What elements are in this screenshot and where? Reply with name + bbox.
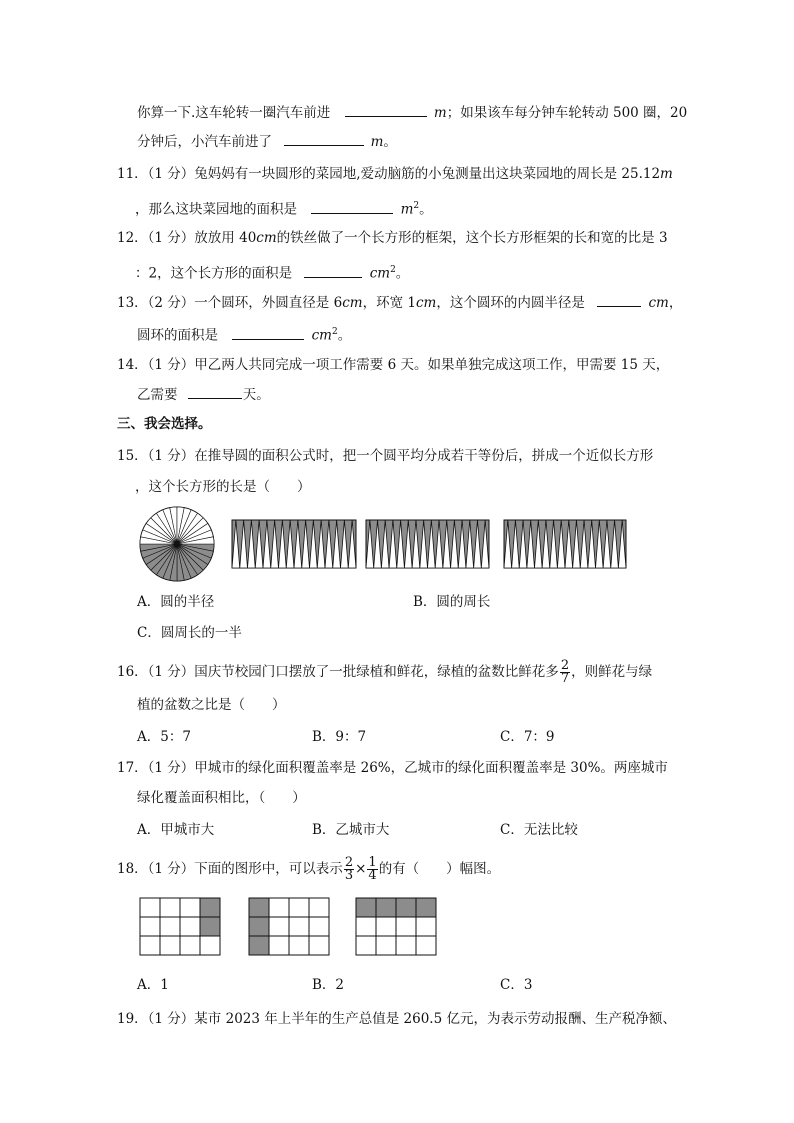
q16-option-b: B．9：7 [312, 729, 367, 745]
q16-option-c: C．7：9 [500, 729, 555, 745]
grid-cell [249, 936, 269, 955]
grid-figures [139, 897, 439, 957]
q15-option-a: A．圆的半径 [137, 594, 215, 610]
circle-rectangle-figure [137, 506, 631, 582]
grid-cell [289, 917, 309, 936]
q11-line1: 11．（1 分）兔妈妈有一块圆形的菜园地,爱动脑筋的小兔测量出这块菜园地的周长是 25.12m [117, 166, 673, 182]
grid-cell [356, 936, 376, 955]
grid-cell [416, 917, 436, 936]
grid-cell [269, 936, 289, 955]
answer-blank [284, 131, 364, 146]
sawtooth-rectangle-1 [232, 520, 356, 568]
answer-blank [188, 384, 242, 399]
grid-cell [269, 917, 289, 936]
grid-cell [200, 917, 220, 936]
q15-option-c: C．圆周长的一半 [137, 625, 242, 641]
grid-figure-3 [356, 898, 436, 955]
sawtooth-rectangle-2 [366, 520, 489, 568]
section-title: 三、我会选择。 [117, 416, 212, 432]
grid-cell [289, 898, 309, 917]
q17-option-a: A．甲城市大 [137, 822, 215, 838]
grid-cell [376, 936, 396, 955]
q16-line1: 16．（1 分）国庆节校园门口摆放了一批绿植和鲜花，绿植的盆数比鲜花多 $\frac{2}{7}$ ，则鲜花与绿 [117, 658, 653, 686]
q11-line2: ，那么这块菜园地的面积是 $m^2$。 [135, 196, 433, 220]
grid-cell [416, 936, 436, 955]
grid-cell [140, 898, 160, 917]
answer-blank [345, 102, 427, 117]
q15-line2: ，这个长方形的长是（ ） [135, 479, 311, 495]
q17-line2: 绿化覆盖面积相比，（ ） [137, 790, 306, 806]
grid-cell [160, 898, 180, 917]
grid-cell [160, 936, 180, 955]
q14-line2: 乙需要 天。 [137, 384, 270, 405]
grid-cell [180, 936, 200, 955]
grid-cell [269, 898, 289, 917]
grid-figure-1 [140, 898, 220, 955]
q15-line1: 15．（1 分）在推导圆的面积公式时，把一个圆平均分成若干等份后，拼成一个近似长方形 [117, 448, 654, 464]
q18-option-a: A．1 [137, 977, 169, 993]
grid-cell [289, 936, 309, 955]
q18-option-c: C．3 [500, 977, 533, 993]
grid-cell [309, 936, 329, 955]
grid-cell [200, 898, 220, 917]
q15-option-b: B．圆的周长 [413, 594, 491, 610]
grid-cell [200, 936, 220, 955]
q18-line1: 18．（1 分）下面的图形中，可以表示 $\frac{2}{3}$ × $\frac{1}{4}$ 的有（ ）幅图。 [117, 855, 501, 883]
grid-cell [396, 898, 416, 917]
q17-line1: 17．（1 分）甲城市的绿化面积覆盖率是 26%，乙城市的绿化面积覆盖率是 30%。两座城市 [117, 760, 668, 776]
grid-figure-2 [249, 898, 329, 955]
grid-cell [249, 917, 269, 936]
grid-cell [356, 917, 376, 936]
grid-cell [180, 898, 200, 917]
grid-cell [376, 898, 396, 917]
q13-line2: 圆环的面积是 $cm^2$。 [137, 322, 351, 346]
q10-line1: 你算一下.这车轮转一圈汽车前进 m；如果该车每分钟车轮转动 500 圈，20 [137, 102, 687, 123]
grid-cell [356, 898, 376, 917]
grid-cell [309, 917, 329, 936]
q13-line1: 13．（2 分）一个圆环，外圆直径是 6cm，环宽 1cm，这个圆环的内圆半径是 cm， [117, 292, 682, 313]
sawtooth-rectangle-3 [504, 520, 626, 568]
grid-cell [180, 917, 200, 936]
fraction: $\frac{2}{7}$ [560, 658, 570, 686]
q17-option-c: C．无法比较 [500, 822, 578, 838]
answer-blank [597, 292, 641, 307]
grid-cell [309, 898, 329, 917]
q17-option-b: B．乙城市大 [312, 822, 390, 838]
q10-line2: 分钟后，小汽车前进了 m。 [137, 131, 397, 152]
grid-cell [396, 917, 416, 936]
grid-cell [249, 898, 269, 917]
grid-cell [376, 917, 396, 936]
grid-cell [416, 898, 436, 917]
q14-line1: 14．（1 分）甲乙两人共同完成一项工作需要 6 天。如果单独完成这项工作，甲需要 15 天， [117, 357, 670, 373]
q16-option-a: A．5：7 [137, 729, 191, 745]
q18-option-b: B．2 [312, 977, 345, 993]
grid-cell [140, 936, 160, 955]
grid-cell [396, 936, 416, 955]
q19-line1: 19．（1 分）某市 2023 年上半年的生产总值是 260.5 亿元，为表示劳动报酬、生产税净额、 [117, 1011, 676, 1027]
grid-cell [160, 917, 180, 936]
q12-line2: ：2，这个长方形的面积是 $cm^2$。 [135, 260, 409, 284]
q12-line1: 12．（1 分）放放用 40cm的铁丝做了一个长方形的框架，这个长方形框架的长和宽的比是 3 [117, 230, 668, 246]
answer-blank [311, 199, 393, 214]
q16-line2: 植的盆数之比是（ ） [137, 697, 286, 713]
answer-blank [232, 325, 304, 340]
answer-blank [304, 263, 362, 278]
grid-cell [140, 917, 160, 936]
circle-sectors [140, 507, 214, 581]
fraction: $\frac{2}{3}$ [344, 855, 354, 883]
fraction: $\frac{1}{4}$ [368, 855, 377, 883]
